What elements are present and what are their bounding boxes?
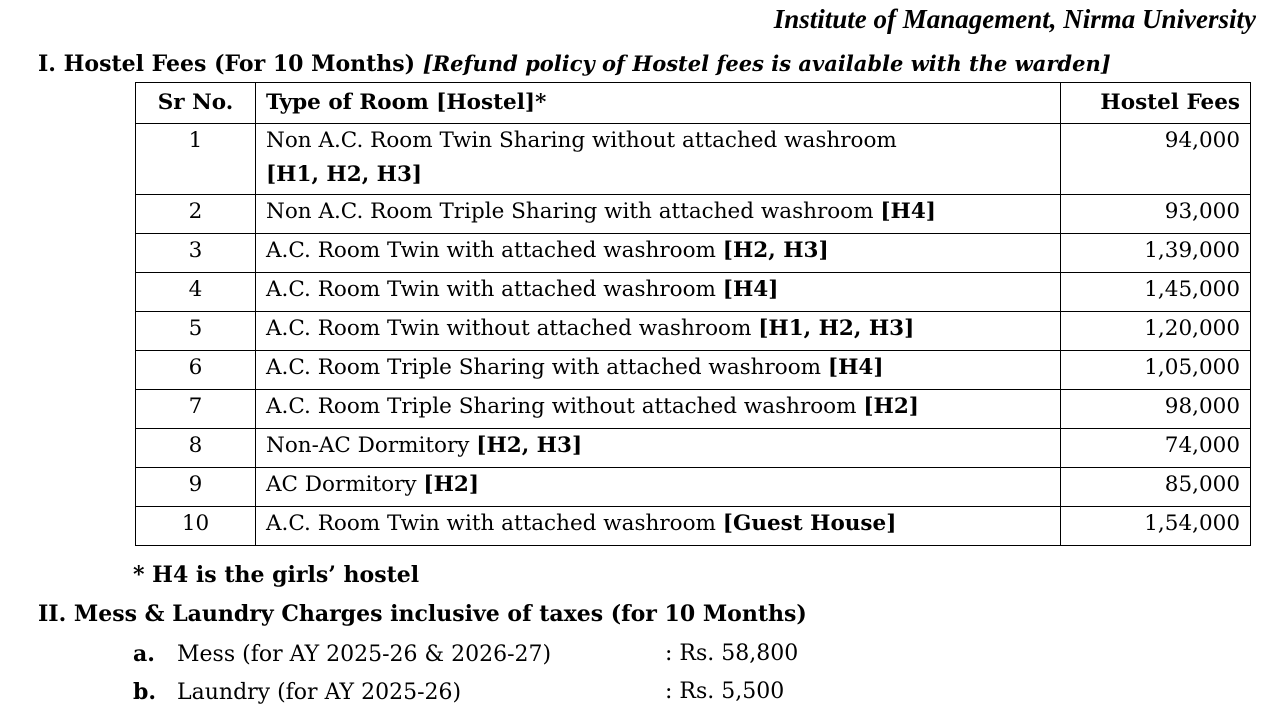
table-row (136, 195, 1251, 234)
fee-cell: 1,45,000 (1061, 273, 1251, 312)
fee-cell: 1,20,000 (1061, 312, 1251, 351)
sr-no-cell: 1 (136, 124, 256, 195)
section-hostel-fees-title: I. Hostel Fees (For 10 Months) (38, 51, 416, 77)
table-row (136, 273, 1251, 312)
room-type-text: AC Dormitory (266, 472, 417, 497)
room-type-text: Non A.C. Room Triple Sharing with attached washroom (266, 199, 874, 224)
fee-cell: 93,000 (1061, 195, 1251, 234)
sr-no-cell: 9 (136, 468, 256, 507)
sr-no-cell: 2 (136, 195, 256, 234)
table-row (136, 351, 1251, 390)
sr-no-cell: 7 (136, 390, 256, 429)
hostel-tag: [Guest House] (722, 511, 897, 536)
room-type-cell (256, 351, 1061, 390)
room-type-cell (256, 124, 1061, 195)
table-header-row (136, 83, 1251, 124)
sr-no-cell: 8 (136, 429, 256, 468)
room-type-text: Non-AC Dormitory (266, 433, 470, 458)
room-type-text: A.C. Room Twin without attached washroom (266, 316, 752, 341)
table-row (136, 312, 1251, 351)
room-type-cell (256, 273, 1061, 312)
sr-no-cell: 6 (136, 351, 256, 390)
hostel-tag: [H2] (423, 472, 480, 497)
room-type-cell (256, 429, 1061, 468)
hostel-tag: [H1, H2, H3] (266, 162, 423, 187)
room-type-text: A.C. Room Twin with attached washroom (266, 277, 716, 302)
sr-no-cell: 4 (136, 273, 256, 312)
table-row (136, 234, 1251, 273)
hostel-tag: [H1, H2, H3] (758, 316, 915, 341)
laundry-charge-amount: : Rs. 5,500 (665, 679, 785, 704)
room-type-cell (256, 390, 1061, 429)
item-label: b. (133, 679, 157, 705)
fee-cell: 94,000 (1061, 124, 1251, 195)
header-sr-no: Sr No. (136, 83, 256, 124)
laundry-charge-line (133, 676, 785, 709)
fee-cell: 98,000 (1061, 390, 1251, 429)
hostel-fees-table (135, 82, 1251, 546)
section-mess-laundry-title: II. Mess & Laundry Charges inclusive of taxes (for 10 Months) (38, 601, 807, 627)
room-type-text: A.C. Room Twin with attached washroom (266, 511, 716, 536)
institute-name: Institute of Management, Nirma University (773, 4, 1256, 34)
refund-policy-note: [Refund policy of Hostel fees is available with the warden] (422, 51, 1111, 76)
room-type-cell (256, 234, 1061, 273)
header-hostel-fees: Hostel Fees (1061, 83, 1251, 124)
fee-cell: 1,05,000 (1061, 351, 1251, 390)
mess-charge-text: Mess (for AY 2025-26 & 2026-27) (177, 642, 552, 667)
sr-no-cell: 3 (136, 234, 256, 273)
hostel-tag: [H4] (722, 277, 779, 302)
mess-charge-amount: : Rs. 58,800 (665, 641, 799, 666)
hostel-tag: [H2, H3] (476, 433, 583, 458)
table-row (136, 468, 1251, 507)
hostel-tag: [H2] (863, 394, 919, 419)
sr-no-cell: 5 (136, 312, 256, 351)
room-type-text: Non A.C. Room Twin Sharing without attached washroom (266, 128, 897, 153)
room-type-text: A.C. Room Triple Sharing without attached washroom (266, 394, 857, 419)
sr-no-cell: 10 (136, 507, 256, 546)
fee-cell: 74,000 (1061, 429, 1251, 468)
mess-charge-line (133, 638, 799, 671)
hostel-tag: [H2, H3] (722, 238, 829, 263)
item-label: a. (133, 641, 155, 667)
room-type-cell (256, 468, 1061, 507)
table-row (136, 429, 1251, 468)
section-hostel-fees-heading (38, 48, 1111, 80)
room-type-text: A.C. Room Triple Sharing with attached washroom (266, 355, 822, 380)
laundry-charge-text: Laundry (for AY 2025-26) (177, 680, 462, 705)
hostel-tag: [H4] (827, 355, 884, 380)
table-row (136, 124, 1251, 195)
room-type-cell (256, 312, 1061, 351)
hostel-tag: [H4] (880, 199, 936, 224)
room-type-cell (256, 195, 1061, 234)
header-room-type: Type of Room [Hostel]* (256, 83, 1061, 124)
fee-cell: 1,54,000 (1061, 507, 1251, 546)
room-type-text: A.C. Room Twin with attached washroom (266, 238, 716, 263)
table-row (136, 390, 1251, 429)
fee-cell: 85,000 (1061, 468, 1251, 507)
girls-hostel-footnote: * H4 is the girls’ hostel (133, 562, 420, 588)
room-type-cell (256, 507, 1061, 546)
fee-cell: 1,39,000 (1061, 234, 1251, 273)
table-row (136, 507, 1251, 546)
